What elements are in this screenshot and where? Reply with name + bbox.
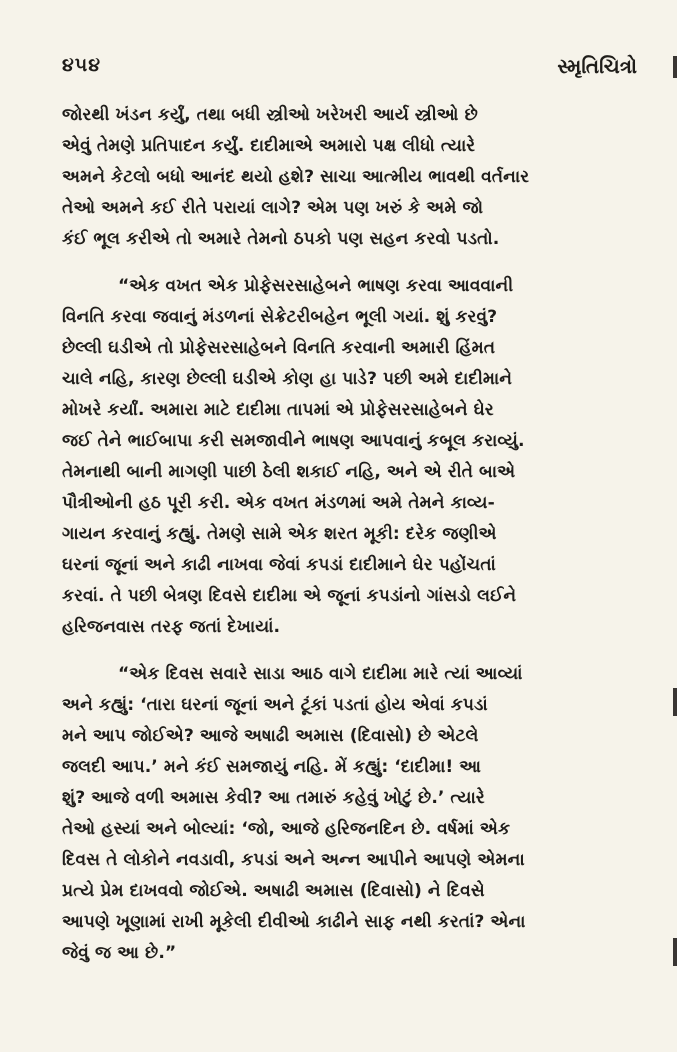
text-line: ગાયન કરવાનું કહ્યું. તેમણે સામે એક શરત મૂકી: દરેક જણીએ	[62, 524, 497, 544]
text-line: ચાલે નહિ, કારણ છેલ્લી ઘડીએ કોણ હા પાડે? પછી અમે દાદીમાને	[62, 369, 513, 389]
page-header	[62, 54, 637, 84]
text-line: મોખરે કર્યાં. અમારા માટે દાદીમા તાપમાં એ પ્રોફેસરસાહેબને ઘેર	[62, 400, 494, 420]
text-line: અમને કેટલો બધો આનંદ થયો હશે? સાચા આત્મીય ભાવથી વર્તનાર	[62, 167, 530, 187]
text-line: તેમનાથી બાની માગણી પાછી ઠેલી શકાઈ નહિ, અને એ રીતે બાએ	[62, 462, 516, 482]
text-line: “એક વખત એક પ્રોફેસરસાહેબને ભાષણ કરવા આવવાની	[118, 276, 514, 296]
page-edge-mark	[673, 688, 677, 716]
text-line: જલદી આપ.’ મને કંઈ સમજાયું નહિ. મેં કહ્યું: ‘દાદીમા! આ	[62, 757, 482, 777]
text-line: શું? આજે વળી અમાસ કેવી? આ તમારું કહેવું ખોટું છે.’ ત્યારે	[62, 788, 485, 808]
text-line: ઘરનાં જૂનાં અને કાઢી નાખવા જેવાં કપડાં દાદીમાને ઘેર પહોંચતાં	[62, 555, 496, 575]
text-line: જઈ તેને ભાઈબાપા કરી સમજાવીને ભાષણ આપવાનું કબૂલ કરાવ્યું.	[62, 431, 525, 451]
text-line: હરિજનવાસ તરફ જતાં દેખાયાં.	[62, 617, 281, 637]
text-line: આપણે ખૂણામાં રાખી મૂકેલી દીવીઓ કાઢીને સાફ નથી કરતાં? એના	[62, 912, 526, 932]
running-title: સ્મૃતિચિત્રો	[557, 54, 637, 78]
text-line: એવું તેમણે પ્રતિપાદન કર્યું. દાદીમાએ અમારો પક્ષ લીધો ત્યારે	[62, 136, 476, 156]
page-edge-mark	[673, 938, 677, 966]
text-line: દિવસ તે લોકોને નવડાવી, કપડાં અને અન્ન આપીને આપણે એમના	[62, 850, 525, 870]
text-line: છેલ્લી ઘડીએ તો પ્રોફેસરસાહેબને વિનતિ કરવાની અમારી હિંમત	[62, 338, 496, 358]
text-line: કંઈ ભૂલ કરીએ તો અમારે તેમનો ઠપકો પણ સહન કરવો પડતો.	[62, 229, 500, 249]
text-line: વિનતિ કરવા જવાનું મંડળનાં સેક્રેટરીબહેન ભૂલી ગયાં. શું કરવું?	[62, 307, 498, 327]
text-line: પૌત્રીઓની હઠ પૂરી કરી. એક વખત મંડળમાં અમે તેમને કાવ્ય-	[62, 493, 495, 513]
paragraph-3	[62, 659, 630, 969]
paragraph-1	[62, 100, 630, 255]
page-edge-mark	[673, 56, 677, 78]
text-line: “એક દિવસ સવારે સાડા આઠ વાગે દાદીમા મારે ત્યાં આવ્યાં	[118, 664, 523, 684]
text-line: મને આપ જોઈએ? આજે અષાઢી અમાસ (દિવાસો) છે એટલે	[62, 726, 479, 746]
text-line: અને કહ્યું: ‘તારા ઘરનાં જૂનાં અને ટૂંકાં પડતાં હોય એવાં કપડાં	[62, 695, 488, 715]
text-line: જેવું જ આ છે.”	[62, 943, 177, 963]
page-number: ૪૫૪	[62, 54, 102, 76]
text-line: પ્રત્યે પ્રેમ દાખવવો જોઈએ. અષાઢી અમાસ (દિવાસો) ને દિવસે	[62, 881, 485, 901]
paragraph-2	[62, 271, 630, 643]
page-body	[62, 100, 630, 985]
text-line: જોરથી ખંડન કર્યું, તથા બધી સ્ત્રીઓ ખરેખરી આર્ય સ્ત્રીઓ છે	[62, 105, 478, 125]
text-line: તેઓ હસ્યાં અને બોલ્યાં: ‘જો, આજે હરિજનદિન છે. વર્ષમાં એક	[62, 819, 511, 839]
text-line: તેઓ અમને કઈ રીતે પરાયાં લાગે? એમ પણ ખરું કે અમે જો	[62, 198, 484, 218]
text-line: કરવાં. તે પછી બેત્રણ દિવસે દાદીમા એ જૂનાં કપડાંનો ગાંસડો લઈને	[62, 586, 517, 606]
